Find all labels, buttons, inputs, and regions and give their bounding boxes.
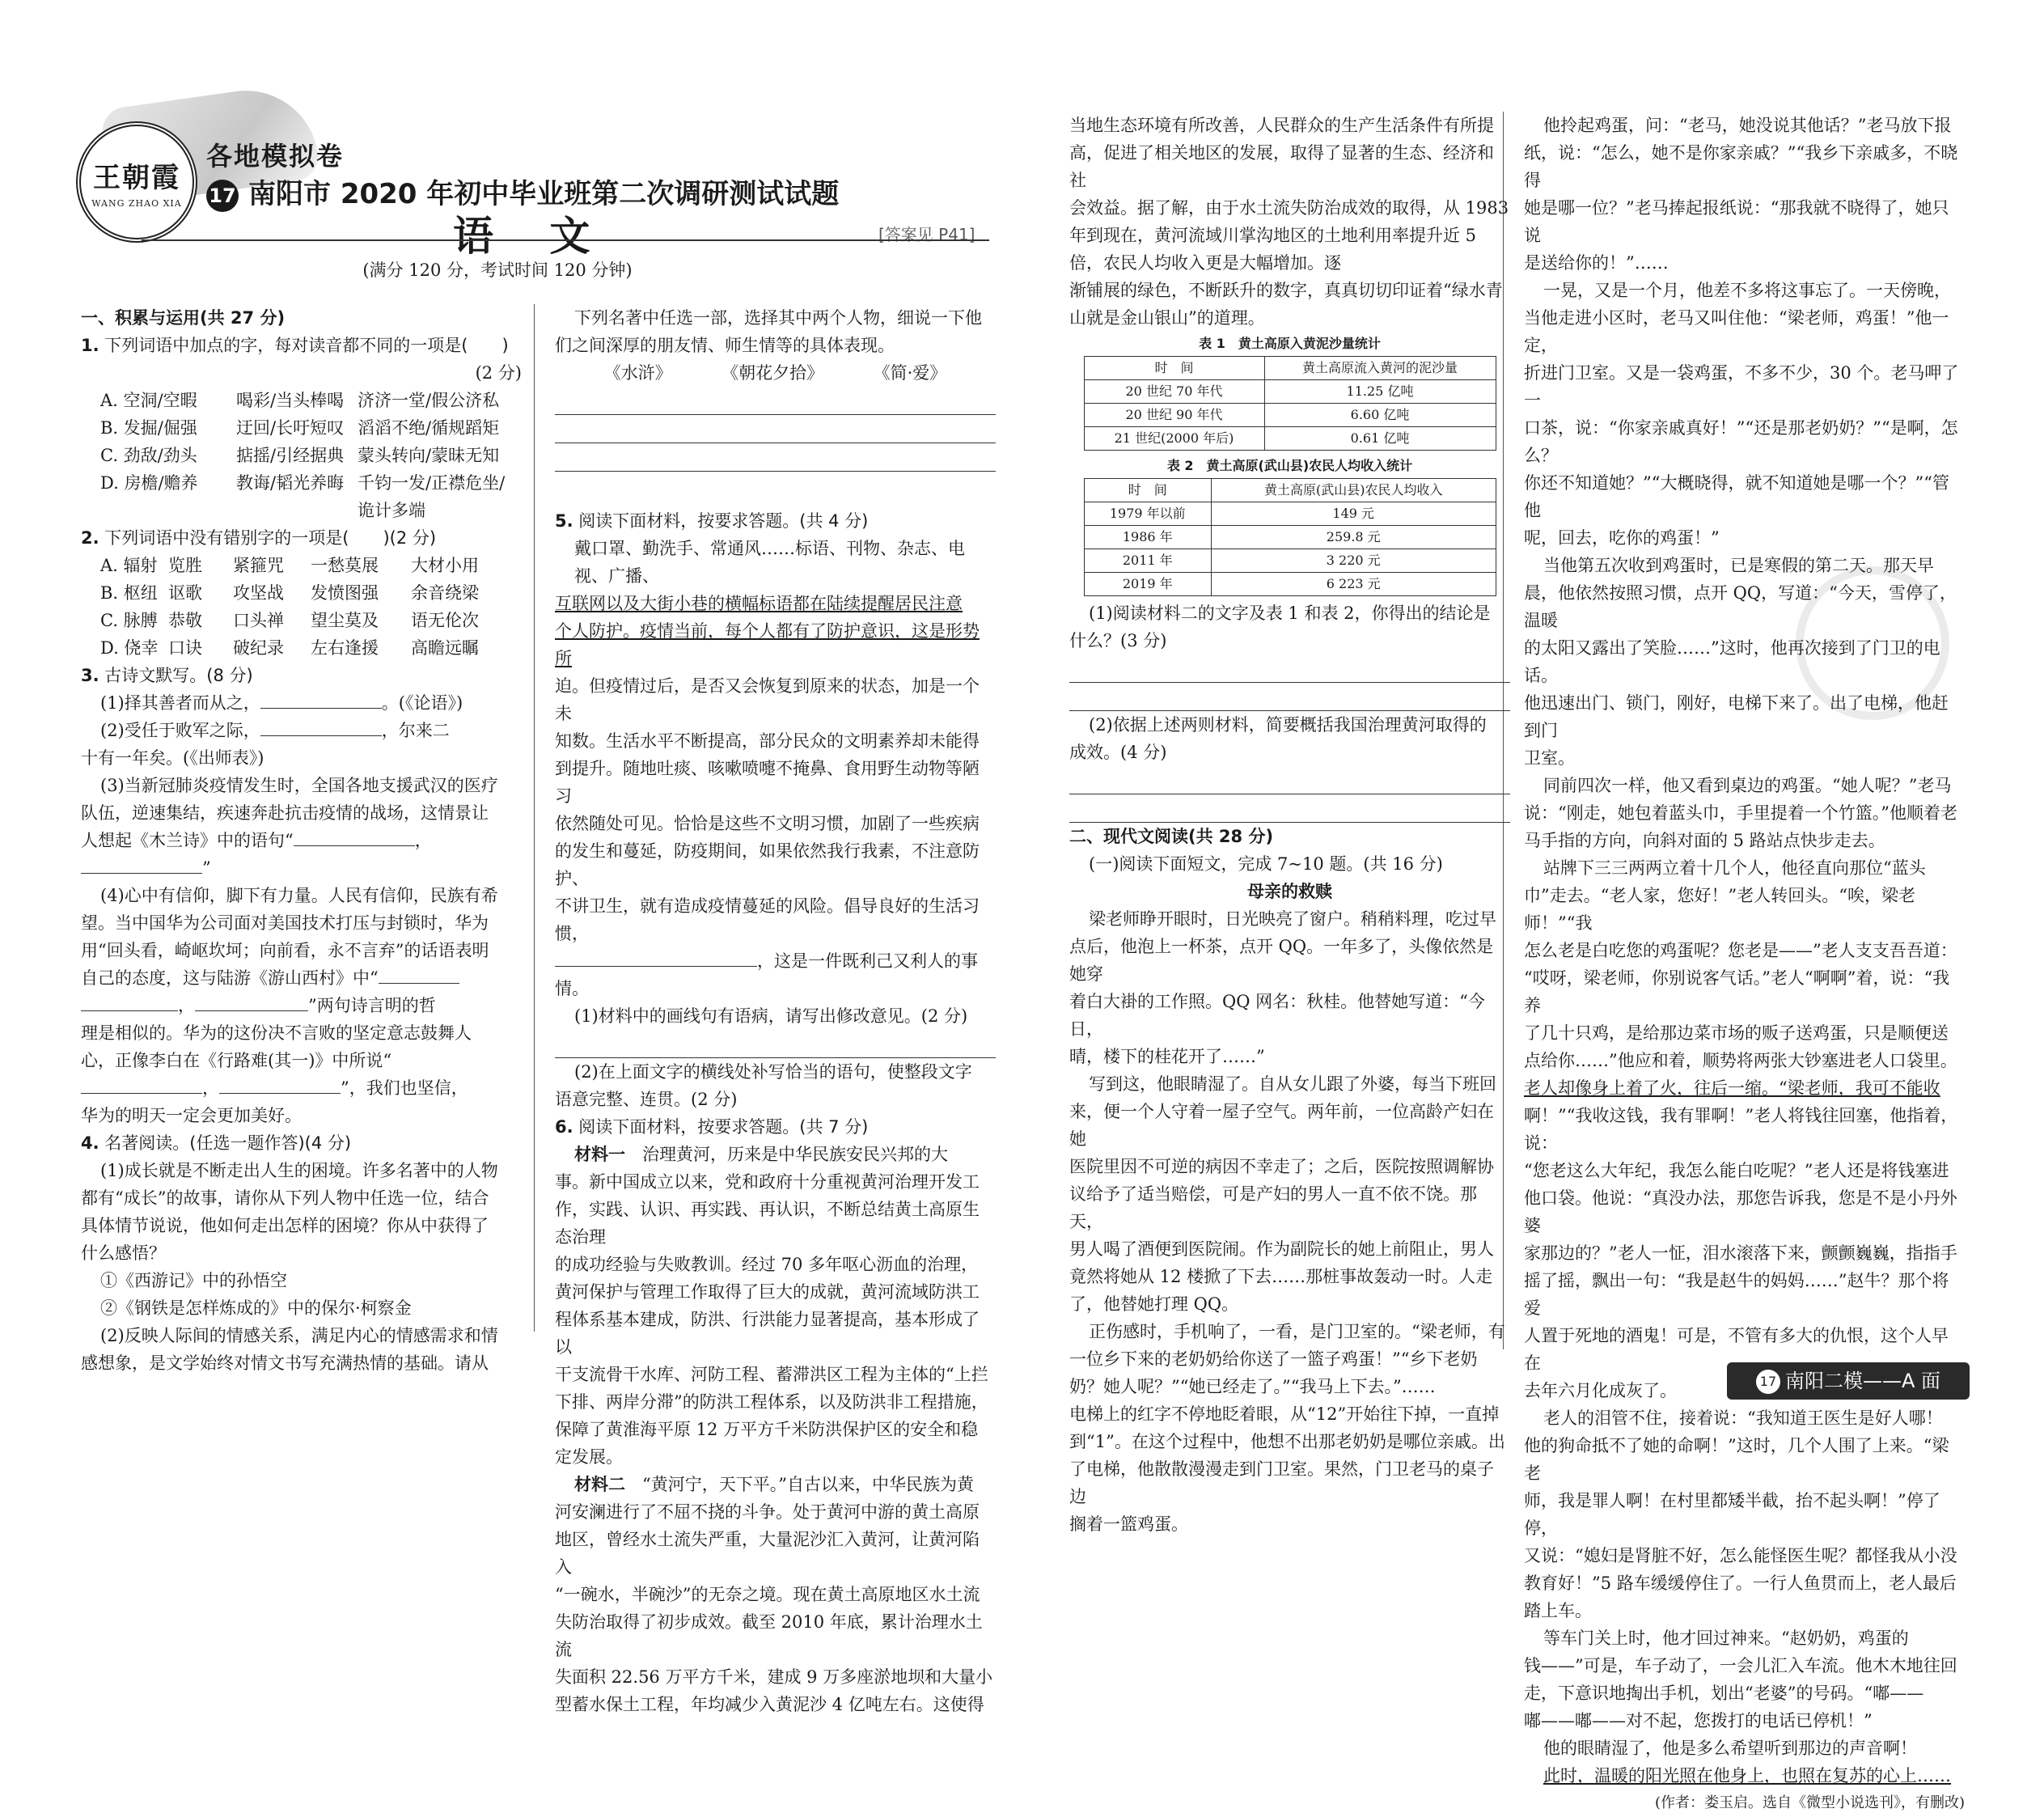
text-line: 他的狗命抵不了她的命啊！”这时，几个人围了上来。“梁老 [1524,1436,1949,1483]
answer-blank[interactable] [379,967,459,984]
subject-title: 语 文 [453,213,612,260]
brand-name: 王朝霞 [93,162,180,194]
question-1 [81,332,522,524]
text-line: 到“1”。在这个过程中，他想不出那老奶奶是哪位亲戚。出 [1069,1432,1505,1451]
text-line: 师，我是罪人啊！在村里都矮半截，抬不起头啊！”停了停， [1524,1491,1940,1538]
text-span: 人想起《木兰诗》中的语句“ [81,831,294,850]
table-row [1084,404,1496,427]
answer-line[interactable] [555,417,996,443]
table-cell: 11.25 亿吨 [1264,380,1496,404]
question-2 [81,524,522,662]
option-cell: 破纪录 [233,638,284,658]
text-line: 理是相似的。华为的这份决不言败的坚定意志鼓舞人 [81,1023,472,1043]
text-line: 程体系基本建成，防洪、行洪能力显著提高，基本形成了以 [555,1310,980,1357]
text-span: ， [202,1078,219,1098]
exam-number-badge: 17 [206,180,239,212]
question-6 [555,1113,996,1718]
option-cell: D. 房檐/赡养 [100,473,198,493]
text-line: 失防治取得了初步成效。截至 2010 年底，累计治理水土流 [555,1612,983,1659]
table-header-row [1084,357,1496,380]
question-text: 名著阅读。(任选一题作答)(4 分) [104,1133,352,1153]
question-score: (2 分) [475,363,522,383]
text-line: (1)成长就是不断走出人生的困境。许多名著中的人物 [100,1161,498,1180]
question-5 [555,507,996,1113]
table-cell: 6 223 元 [1211,573,1496,596]
text-span: 心，正像李白在《行路难(其一)》中所说“ [81,1051,392,1070]
header-divider [142,239,989,241]
text-span: “黄河宁，天下平。”自古以来，中华民族为黄 [642,1475,974,1494]
text-line [81,827,522,854]
text-line: “您老这么大年纪，我怎么能白吃呢？”老人还是将钱塞进 [1524,1161,1949,1180]
text-line [81,717,522,744]
text-span: ”，我们也坚信， [341,1078,468,1098]
text-line [81,1074,522,1102]
text-line: 知数。生活水平不断提高，部分民众的文明素养却未能得 [555,731,980,751]
answer-line[interactable] [1069,684,1510,711]
answer-blank[interactable] [81,857,202,874]
table-cell: 259.8 元 [1211,526,1496,549]
answer-line[interactable] [555,445,996,472]
text-line: (2)反映人际间的情感关系，满足内心的情感需求和情 [100,1326,498,1345]
option-row [100,552,522,579]
option-cell: A. 辐射 [100,556,158,575]
text-line: 华为的明天一定会更加美好。 [81,1106,302,1125]
option-cell: 掂摇/引经据典 [236,446,345,465]
text-span: ， [414,831,432,850]
table-row [1084,502,1496,526]
text-line: 口茶，说：“你家亲戚真好！”“还是那老奶奶？”“是啊，怎么？ [1524,418,1958,465]
answer-line[interactable] [555,1031,996,1058]
section-heading: 一、积累与运用(共 27 分) [81,308,286,328]
table-row [1084,526,1496,549]
text-line: (1)材料中的画线句有语病，请写出修改意见。(2 分) [574,1006,968,1026]
text-line [81,964,522,992]
exam-info: (满分 120 分，考试时间 120 分钟) [362,260,633,280]
column-1 [81,304,522,1373]
text-line: 下列名著中任选一部，选择其中两个人物，细说一下他 [574,308,982,328]
table-cell: 0.61 亿吨 [1264,427,1496,451]
text-line: 你还不知道她？”“大概晓得，就不知道她是哪一个？”“管他 [1524,473,1949,520]
text-line: 迫。但疫情过后，是否又会恢复到原来的状态，加是一个未 [555,676,980,723]
text-line: 一位乡下来的老奶奶给你送了一篮子鸡蛋！”“乡下老奶 [1069,1349,1478,1369]
text-line: 到提升。随地吐痰、咳嗽喷嚏不掩鼻、食用野生动物等陋习 [555,759,980,806]
answer-blank[interactable] [260,692,382,709]
text-line [555,1141,996,1168]
brand-seal-logo [76,121,197,243]
text-line: 折进门卫室。又是一袋鸡蛋，不多不少，30 个。老马呷了一 [1524,363,1959,410]
option-cell: 语无伦次 [411,611,479,630]
text-line: 是送给你的！”…… [1524,253,1669,273]
question-text: 古诗文默写。(8 分) [104,666,253,685]
question-number: 6. [555,1117,573,1137]
option-cell [358,442,522,469]
footer-label: 南阳二模——A 面 [1784,1370,1941,1392]
table-row [1084,573,1496,596]
story-source: (作者：娄玉启。选自《微型小说选刊》，有删改) [1654,1794,1965,1811]
answer-blank[interactable] [219,1077,341,1094]
text-line: 踏上车。 [1524,1601,1592,1620]
column-3 [1069,112,1510,1534]
question-text: 下列词语中加点的字，每对读音都不同的一项是( ) [104,336,509,355]
text-line [81,992,522,1019]
text-line: 家那边的？”老人一怔，泪水滚落下来，颤颤巍巍，指指手 [1524,1243,1957,1263]
text-line: 定发展。 [555,1447,623,1467]
text-line: 都有“成长”的故事，请你从下列人物中任选一位，结合 [81,1188,489,1208]
text-line: 搁着一篮鸡蛋。 [1069,1514,1188,1534]
text-line: (一)阅读下面短文，完成 7~10 题。(共 16 分) [1089,854,1443,874]
text-line: 等车门关上时，他才回过神来。“赵奶奶，鸡蛋的 [1543,1629,1909,1648]
book-title: 《简·爱》 [873,363,947,383]
option-cell: 余音绕梁 [411,583,479,603]
option-row [81,442,522,469]
text-span: ， [178,996,195,1015]
table-cell: 3 220 元 [1211,549,1496,573]
text-line: 的太阳又露出了笑脸……”这时，他再次接到了门卫的电话。 [1524,638,1940,685]
option-row [100,607,522,634]
option-cell: B. 枢纽 [100,583,158,603]
question-number: 1. [81,336,99,355]
answer-blank[interactable] [81,994,178,1011]
text-line: 摇了摇，飘出一句：“我是赵牛的妈妈……”赵牛？那个将爱 [1524,1271,1949,1318]
text-line [81,689,522,717]
table-cell: 1986 年 [1084,526,1211,549]
text-line: 渐铺展的绿色，不断跃升的数字，真真切切印证着“绿水青 [1069,281,1503,300]
text-line: 钱——”可是，车子动了，一会儿汇入车流。他木木地往回 [1524,1656,1957,1675]
text-line: 纸，说：“怎么，她不是你家亲戚？”“我乡下亲戚多，不晓得 [1524,143,1958,190]
text-line: 的发生和蔓延，防疫期间，如果依然我行我素，不注意防护、 [555,841,980,888]
text-line: 怎么老是白吃您的鸡蛋呢？您老是——”老人支支吾吾道： [1524,941,1957,960]
text-line: 点给你……”他应和着，顺势将两张大钞塞进老人口袋里。 [1524,1051,1957,1070]
option-cell: 攻坚战 [233,583,284,603]
text-line: 用“回头看，崎岖坎坷；向前看，永不言弃”的话语表明 [81,941,489,960]
option-cell: C. 劲敌/劲头 [100,446,197,465]
text-line: 失面积 22.56 万平方千米，建成 9 万多座淤地坝和大量小 [555,1667,993,1687]
text-line: 的成功经验与失败教训。经过 70 多年呕心沥血的治理， [555,1255,979,1274]
text-line: “哎呀，梁老师，你别说客气话。”老人“啊啊”着，说：“我养 [1524,968,1950,1015]
section-heading: 二、现代文阅读(共 28 分) [1069,827,1274,846]
text-line: 当地生态环境有所改善，人民群众的生产生活条件有所提 [1069,116,1494,135]
option-cell: C. 脉膊 [100,611,158,630]
option-row [100,579,522,607]
option-cell: 口诀 [168,638,202,658]
material-label: 材料一 [574,1144,625,1164]
underlined-line: 互联网以及大街小巷的横幅标语都在陆续提醒居民注意 [555,594,963,613]
answer-line[interactable] [1069,656,1510,683]
spacer [555,472,996,507]
option-cell: 紧箍咒 [233,556,284,575]
option-cell: 喝彩/当头棒喝 [236,391,345,410]
text-line: 他的眼睛湿了，他是多么希望听到那边的声音啊！ [1543,1739,1917,1758]
income-table [1084,478,1496,596]
table-header: 黄土高原(武山县)农民人均收入 [1211,479,1496,502]
table-caption: 表 2 黄土高原(武山县)农民人均收入统计 [1166,458,1413,473]
text-line: 当他第五次收到鸡蛋时，已是寒假的第二天。那天早 [1543,556,1934,575]
option-cell: 教诲/韬光养晦 [236,473,345,493]
text-line: 卫室。 [1524,748,1575,768]
text-line: 山就是金山银山”的道理。 [1069,308,1265,328]
option-cell: 高瞻远瞩 [411,638,479,658]
option-part: 正襟危坐/诡计多端 [358,473,506,520]
option-cell: A. 空洞/空暇 [100,391,197,410]
text-line: 具体情节说说，他如何走出怎样的困境？你从中获得了 [81,1216,489,1235]
book-title: 《水浒》 [603,363,672,383]
text-line [555,617,996,672]
text-line: ①《西游记》中的孙悟空 [100,1271,287,1290]
table-header: 黄土高原流入黄河的泥沙量 [1264,357,1496,380]
text-line: 教育好！”5 路车缓缓停住了。一行人鱼贯而上，老人最后 [1524,1573,1957,1593]
text-span: 治理黄河，历来是中华民族安民兴邦的大 [642,1145,948,1164]
text-line: 十有一年矣。(《出师表》) [81,748,264,768]
text-line: 竟然将她从 12 楼掀了下去……那桩事故轰动一时。人走 [1069,1267,1493,1286]
text-line: 什么？(3 分) [1069,631,1167,650]
text-line: 梁老师睁开眼时，日光映亮了窗户。稍稍料理，吃过早 [1089,909,1496,929]
sediment-table [1084,356,1496,451]
table-cell: 6.60 亿吨 [1264,404,1496,427]
text-line [555,947,996,1002]
text-line: 嘟——嘟——对不起，您拨打的电话已停机！” [1524,1711,1873,1730]
brand-sub: WANG ZHAO XIA [91,198,182,209]
text-line: (4)心中有信仰，脚下有力量。人民有信仰，民族有希 [100,886,498,905]
table-header: 时 间 [1084,479,1211,502]
text-span: 自己的态度，这与陆游《游山西村》中“ [81,968,379,988]
option-part: 滔滔不绝/ [358,418,432,438]
text-line: 着白大褂的工作照。QQ 网名：秋桂。他替她写道：“今日， [1069,992,1485,1039]
option-cell: 大材小用 [411,556,479,575]
text-span: ，这是一件既利己又利人的事情。 [555,951,978,998]
answer-reference: [答案见 P41] [878,225,975,244]
text-line: 呢，回去，吃你的鸡蛋！” [1524,528,1720,548]
page-side-label [1727,1362,1970,1400]
text-span: ，尔来二 [381,721,450,740]
answer-blank[interactable] [555,950,757,967]
text-line: 同前四次一样，他又看到桌边的鸡蛋。“她人呢？”老马 [1543,776,1952,795]
table-cell: 21 世纪(2000 年后) [1084,427,1264,451]
option-cell: 览胜 [168,556,202,575]
table-cell: 20 世纪 70 年代 [1084,380,1264,404]
table-cell: 2019 年 [1084,573,1211,596]
text-line: 依然随处可见。恰恰是这些不文明习惯，加剧了一些疾病 [555,814,980,833]
text-line: ②《钢铁是怎样炼成的》中的保尔·柯察金 [100,1298,412,1318]
text-line: 电梯上的红字不停地眨着眼，从“12”开始往下掉，一直掉 [1069,1404,1500,1424]
question-number: 2. [81,528,99,548]
question-text: 下列词语中没有错别字的一项是( )(2 分) [104,528,437,548]
book-list [555,359,996,387]
option-list [81,387,522,524]
text-span: ”两句诗言明的哲 [308,996,436,1015]
text-line: 奶？她人呢？”“她已经走了。”“我马上下去。”…… [1069,1377,1436,1396]
text-line: 事。新中国成立以来，党和政府十分重视黄河治理开发工 [555,1172,980,1192]
option-row [81,469,522,524]
text-line: 队伍，逆速集结，疾速奔赴抗击疫情的战场，这情景让 [81,803,489,823]
table-header-row [1084,479,1496,502]
text-line: 他口袋。他说：“真没办法，那您告诉我，您是不是小丹外婆 [1524,1188,1957,1235]
text-line: 干支流骨干水库、河防工程、蓄滞洪区工程为主体的“上拦 [555,1365,988,1384]
option-row [81,387,522,414]
text-line: 型蓄水保土工程，年均减少入黄泥沙 4 亿吨左右。这使得 [555,1695,984,1714]
text-line: 男人喝了酒便到医院闹。作为副院长的她上前阻止，男人 [1069,1239,1494,1259]
option-cell: 口头禅 [233,611,284,630]
table-cell: 149 元 [1211,502,1496,526]
text-line: 站牌下三三两两立着十几个人，他径直向那位“蓝头 [1543,858,1926,878]
text-line: 地区，曾经水土流失严重，大量泥沙汇入黄河，让黄河陷入 [555,1530,980,1577]
text-line: 来，便一个人守着一屋子空气。两年前，一位高龄产妇在她 [1069,1102,1494,1149]
answer-line[interactable] [555,388,996,415]
option-cell: 恭敬 [168,611,202,630]
answer-blank[interactable] [260,719,382,736]
question-text: 阅读下面材料，按要求答题。(共 7 分) [578,1117,869,1137]
option-part: 蒙昧无知 [431,446,500,465]
question-text: 阅读下面材料，按要求答题。(共 4 分) [578,511,869,531]
story-title: 母亲的救赎 [1247,882,1332,901]
text-line: 了几十只鸡，是给那边菜市场的贩子送鸡蛋，只是顺便送 [1524,1023,1949,1043]
material-label: 材料二 [574,1474,625,1494]
text-line: “一碗水，半碗沙”的无奈之境。现在黄土高原地区水土流 [555,1585,980,1604]
text-line: 作，实践、认识、再实践、再认识，不断总结黄土高原生态治理 [555,1200,980,1247]
text-line: 去年六月化成灰了。 [1524,1381,1677,1400]
option-cell [358,469,522,524]
text-line: 他迅速出门、锁门，刚好，电梯下来了。出了电梯，他赶到门 [1524,693,1949,740]
answer-blank[interactable] [195,994,308,1011]
option-cell: 一愁莫展 [311,556,379,575]
column-divider [534,304,535,1332]
text-line: 啊！”“我收这钱，我有罪啊！”老人将钱往回塞，他指着，说： [1524,1106,1958,1153]
column-2 [555,304,996,1714]
option-list [81,552,522,662]
text-line: 年到现在，黄河流域川掌沟地区的土地利用率提升近 5 [1069,226,1477,245]
text-line: 们之间深厚的朋友情、师生情等的具体表现。 [555,336,895,355]
text-line: 黄河保护与管理工作取得了巨大的成就，黄河流域防洪工 [555,1282,980,1302]
text-line: 什么感悟？ [81,1243,166,1263]
option-part: 千钧一发/ [358,473,432,493]
question-number: 3. [81,666,99,685]
table-row [1084,380,1496,404]
text-line: 人置于死地的酒鬼！可是，不管有多大的仇恨，这个人早在 [1524,1326,1949,1373]
text-line: (2)在上面文字的横线处补写恰当的语句，使整段文字 [574,1062,972,1082]
column-4 [1524,112,1965,1811]
question-3 [81,662,522,1129]
answer-line[interactable] [1069,796,1510,823]
text-line: 晴，楼下的桂花开了……” [1069,1047,1265,1066]
text-line: 河安澜进行了不屈不挠的斗争。处于黄河中游的黄土高原 [555,1502,980,1522]
text-span: (1)择其善者而从之， [100,693,260,713]
text-line: (3)当新冠肺炎疫情发生时，全国各地支援武汉的医疗 [100,776,498,795]
text-line: 高，促进了相关地区的发展，取得了显著的生态、经济和社 [1069,143,1494,190]
option-part: 蒙头转向/ [358,446,432,465]
text-line: 感想象，是文学始终对情文书写充满热情的基础。请从 [81,1353,489,1373]
text-line: 他拎起鸡蛋，问：“老马，她没说其他话？”老马放下报 [1543,116,1952,135]
text-line [555,1471,996,1498]
text-line: 了，他替她打理 QQ。 [1069,1294,1239,1314]
option-part: 循规蹈矩 [431,418,500,438]
text-line: 语意完整、连贯。(2 分) [555,1090,738,1109]
option-part: 济济一堂/ [358,391,432,410]
option-cell: B. 发掘/倔强 [100,418,197,438]
question-number: 4. [81,1133,99,1153]
text-line: 晨，他依然按照习惯，点开 QQ，写道：“今天，雪停了，温暖 [1524,583,1957,630]
story-continued [1524,112,1965,1789]
text-line: (2)依据上述两则材料，简要概括我国治理黄河取得的 [1089,715,1487,735]
text-line: 马手指的方向，向斜对面的 5 路站点快步走去。 [1524,831,1885,850]
option-cell: 发愤图强 [311,583,379,603]
series-tag: 各地模拟卷 [206,141,345,172]
option-row [100,634,522,662]
text-line: 此时，温暖的阳光照在他身上，也照在复苏的心上…… [1543,1766,1951,1785]
footer-number: 17 [1756,1370,1780,1394]
text-line: (1)阅读材料二的文字及表 1 和表 2，你得出的结论是 [1089,604,1491,623]
table-cell: 2011 年 [1084,549,1211,573]
text-line: 医院里因不可逆的病因不幸走了；之后，医院按照调解协 [1069,1157,1494,1176]
text-line: 她是哪一位？”老马捧起报纸说：“那我就不晓得了，她只说 [1524,198,1949,245]
text-span: ” [202,858,211,878]
text-line: 戴口罩、勤洗手、常通风……标语、刊物、杂志、电视、广播、 [574,539,965,586]
text-line: 走，下意识地掏出手机，划出“老婆”的号码。“嘟—— [1524,1684,1924,1703]
question-4 [81,1129,522,1377]
option-row [81,414,522,442]
text-line: 不讲卫生，就有造成疫情蔓延的风险。倡导良好的生活习惯， [555,896,980,943]
text-line: 下排、两岸分滞”的防洪工程体系，以及防洪非工程措施， [555,1392,988,1412]
text-line: 会效益。据了解，由于水土流失防治成效的取得，从 1983 [1069,198,1509,218]
table-header: 时 间 [1084,357,1264,380]
text-line: 老人却像身上着了火，往后一缩。“梁老师，我可不能收 [1524,1078,1940,1098]
text-line: 说：“刚走，她包着蓝头巾，手里提着一个竹篮。”他顺着老 [1524,803,1957,823]
table-caption: 表 1 黄土高原入黄泥沙量统计 [1199,336,1381,351]
underlined-text: 个人防护。疫情当前，每个人都有了防护意识，这是形势所 [555,621,980,668]
option-cell: 左右逢援 [311,638,379,658]
text-line [81,1047,522,1074]
text-line: 巾”走去。“老人家，您好！”老人转回头。“唉，梁老师！”“我 [1524,886,1915,933]
text-line: 倍，农民人均收入更是大幅增加。逐 [1069,253,1341,273]
text-span: 。(《论语》) [381,693,463,713]
text-line: 又说：“媳妇是肾脏不好，怎么能怪医生呢？都怪我从小没 [1524,1546,1957,1565]
text-line: 议给予了适当赔偿，可是产妇的男人一直不依不饶。那天， [1069,1184,1477,1231]
option-cell: 讴歌 [168,583,202,603]
answer-blank[interactable] [81,1077,202,1094]
table-row [1084,427,1496,451]
text-line: 正伤感时，手机响了，一看，是门卫室的。“梁老师，有 [1089,1322,1505,1341]
text-line: 望。当中国华为公司面对美国技术打压与封锁时，华为 [81,913,489,933]
text-line: 写到这，他眼睛湿了。自从女儿跟了外婆，每当下班回 [1089,1074,1496,1094]
option-cell [358,414,522,442]
text-line: 一晃，又是一个月，他差不多将这事忘了。一天傍晚， [1543,281,1951,300]
table-cell: 20 世纪 90 年代 [1084,404,1264,427]
table-row [1084,549,1496,573]
exam-title-text: 南阳市 2020 年初中毕业班第二次调研测试试题 [248,178,840,210]
option-cell: 望尘莫及 [311,611,379,630]
book-title: 《朝花夕拾》 [722,363,824,383]
option-cell: 迂回/长吁短叹 [236,418,345,438]
text-line: 当他走进小区时，老马又叫住他：“梁老师，鸡蛋！”他一定， [1524,308,1949,355]
table-cell: 1979 年以前 [1084,502,1211,526]
text-line: 了电梯，他散散漫漫走到门卫室。果然，门卫老马的桌子边 [1069,1459,1494,1506]
question-number: 5. [555,511,573,531]
option-part: 假公济私 [431,391,500,410]
text-span: (2)受任于败军之际， [100,721,260,740]
text-line: 老人的泪管不住，接着说：“我知道王医生是好人哪！ [1543,1408,1943,1428]
option-cell [358,387,522,414]
option-cell: D. 侥幸 [100,638,159,658]
text-line: 保障了黄淮海平原 12 万平方千米防洪保护区的安全和稳 [555,1420,979,1439]
text-line [81,854,522,882]
answer-blank[interactable] [294,829,415,846]
text-line: 点后，他泡上一杯茶，点开 QQ。一年多了，头像依然是她穿 [1069,937,1494,984]
text-line: 成效。(4 分) [1069,743,1167,762]
answer-line[interactable] [1069,768,1510,794]
